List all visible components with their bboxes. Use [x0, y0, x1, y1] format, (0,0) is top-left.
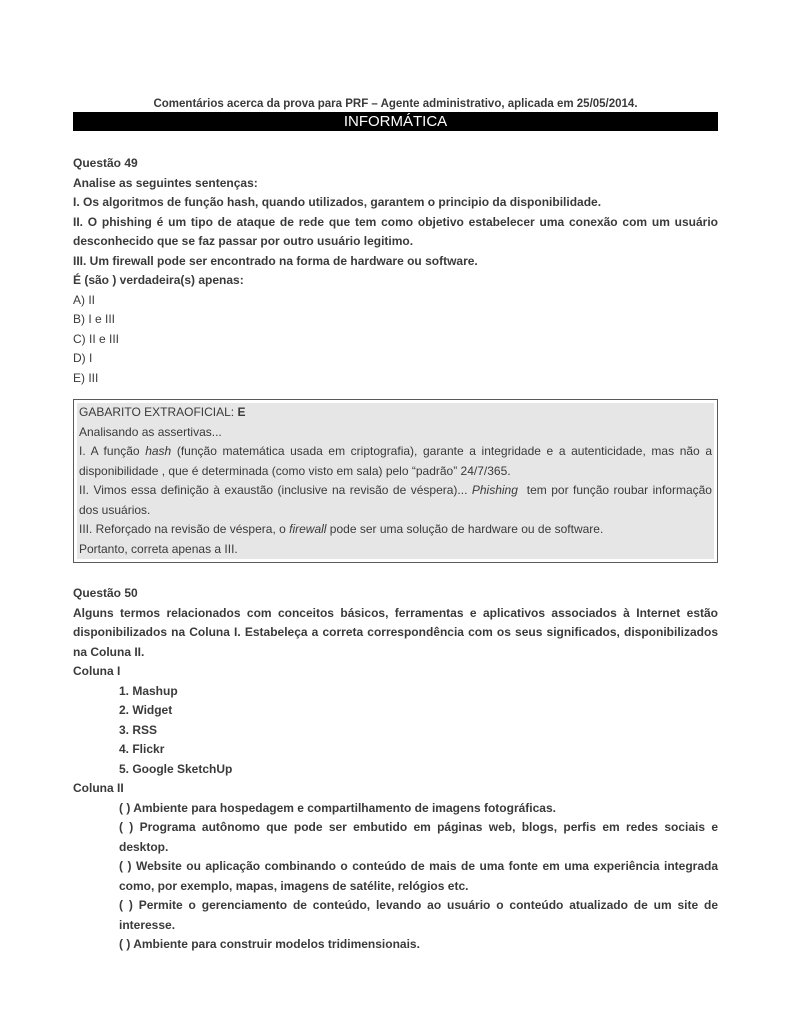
- column-2-item: ( ) Ambiente para hospedagem e compartilhamento de imagens fotográficas.: [119, 800, 556, 815]
- statement: III. Um firewall pode ser encontrado na forma de hardware ou software.: [73, 253, 478, 268]
- question-title: Questão 50: [73, 586, 138, 600]
- text: III. Reforçado na revisão de véspera, o: [79, 522, 290, 536]
- answer-box: [73, 399, 718, 563]
- column-1-item: 2. Widget: [119, 703, 173, 717]
- answer-intro: Analisando as assertivas...: [79, 424, 222, 439]
- question-49: [73, 154, 718, 388]
- column-2-label: Coluna II: [73, 781, 124, 795]
- text: I. A função: [79, 444, 146, 458]
- answer-key-value: E: [237, 405, 246, 419]
- question-50: [73, 584, 718, 955]
- statement: I. Os algoritmos de função hash, quando utilizados, garantem o principio da disponibilidade.: [73, 195, 602, 209]
- column-2-item: ( ) Programa autônomo que pode ser embutido em páginas web, blogs, perfis em redes sociais e desktop.: [119, 820, 718, 854]
- option: A) II: [73, 292, 96, 307]
- answer-paragraph: [79, 520, 712, 540]
- emphasis: hash: [145, 444, 172, 458]
- question-intro: Alguns termos relacionados com conceitos básicos, ferramentas e aplicativos associados à Internet estão disponibilizados na Coluna I. Estabeleça a correta correspondência com os seus significados, disponibilizados na Coluna II.: [73, 605, 718, 659]
- column-2-item: ( ) Ambiente para construir modelos tridimensionais.: [119, 937, 420, 951]
- column-1-item: 5. Google SketchUp: [119, 761, 233, 776]
- question-intro: Analise as seguintes sentenças:: [73, 175, 258, 190]
- question-prompt: É (são ) verdadeira(s) apenas:: [73, 273, 244, 287]
- emphasis: firewall: [289, 522, 327, 536]
- text: tem por função roubar informação dos usuários.: [79, 483, 716, 517]
- question-title: Questão 49: [73, 156, 138, 170]
- text: (função matemática usada em criptografia), garante a integridade e a autenticidade, mas não a disponibilidade , que é determinada (como visto em sala) pelo “padrão” 24/7/365.: [79, 444, 712, 478]
- answer-content: [77, 403, 714, 559]
- emphasis: Phishing: [471, 483, 518, 497]
- text: pode ser uma solução de hardware ou de software.: [326, 522, 604, 536]
- column-2-item: ( ) Permite o gerenciamento de conteúdo, levando ao usuário o conteúdo atualizado de um site de interesse.: [119, 898, 718, 932]
- answer-paragraph: [79, 481, 716, 520]
- statement: II. O phishing é um tipo de ataque de rede que tem como objetivo estabelecer uma conexão com um usuário desconhecido que se faz passar por outro usuário legitimo.: [73, 214, 718, 248]
- answer-key-label: GABARITO EXTRAOFICIAL:: [79, 405, 238, 419]
- column-1-item: 1. Mashup: [119, 683, 178, 698]
- document-page: [73, 97, 718, 955]
- answer-paragraph: [79, 442, 712, 481]
- column-2-item: ( ) Website ou aplicação combinando o conteúdo de mais de uma fonte em uma experiência integrada como, por exemplo, mapas, imagens de satélite, relógios etc.: [119, 859, 718, 893]
- answer-key: [79, 403, 712, 423]
- option: E) III: [73, 370, 99, 385]
- column-1-item: 4. Flickr: [119, 742, 165, 756]
- text: II. Vimos essa definição à exaustão (inclusive na revisão de véspera)...: [79, 483, 472, 497]
- answer-conclusion: Portanto, correta apenas a III.: [79, 541, 238, 556]
- column-1-item: 3. RSS: [119, 722, 158, 737]
- option: D) I: [73, 351, 93, 365]
- column-1-label: Coluna I: [73, 664, 121, 678]
- option: B) I e III: [73, 312, 116, 326]
- section-banner: INFORMÁTICA: [73, 112, 718, 131]
- option: C) II e III: [73, 331, 120, 346]
- document-subtitle: Comentários acerca da prova para PRF – Agente administrativo, aplicada em 25/05/2014.: [153, 98, 638, 110]
